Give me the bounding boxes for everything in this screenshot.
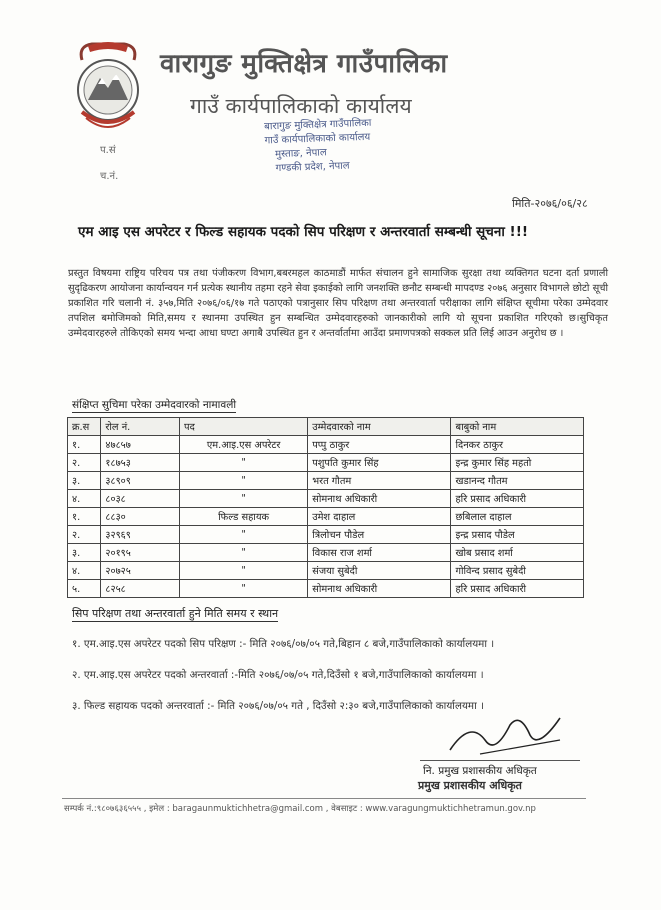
schedule-heading: सिप परिक्षण तथा अन्तरवार्ता हुने मिति समय र स्थान: [72, 607, 279, 620]
candidate-table: [67, 417, 584, 598]
schedule-item: १. एम.आइ.एस अपरेटर पदको सिप परिक्षण :- मिति २०७६/०७/०५ गते,बिहान ८ बजे,गाउँपालिकाको कार्यालयमा ।: [72, 638, 495, 650]
ps-label: प.सं: [100, 145, 116, 156]
cell-father: गोविन्द प्रसाद सुबेदी: [451, 562, 584, 580]
cell-candidate: सोमनाथ अधिकारी: [308, 490, 451, 508]
cell-sn: २.: [68, 526, 101, 544]
cell-roll: ८८३०: [101, 508, 180, 526]
cell-candidate: पप्पु ठाकुर: [308, 436, 451, 454]
cell-post: ": [180, 454, 308, 472]
cell-father: खडानन्द गौतम: [451, 472, 584, 490]
stamp-line-3: मुस्ताङ, नेपाल: [275, 147, 327, 161]
cell-father: इन्द्र कुमार सिंह महतो: [451, 454, 584, 472]
municipality-name: वारागुङ मुक्तिक्षेत्र गाउँपालिका: [160, 49, 448, 79]
cell-post: एम.आइ.एस अपरेटर: [180, 436, 308, 454]
signatory-designation: नि. प्रमुख प्रशासकीय अधिकृत: [423, 765, 537, 777]
cell-sn: १.: [68, 508, 101, 526]
cell-post: ": [180, 562, 308, 580]
stamp-line-2: गाउँ कार्यपालिकाको कार्यालय: [264, 131, 371, 147]
table-row: [68, 436, 584, 454]
table-header-row: [68, 418, 584, 436]
cell-roll: १८७५३: [101, 454, 180, 472]
stamp-line-1: बारागुङ मुक्तिक्षेत्र गाउँपालिका: [264, 117, 372, 133]
cell-father: खोब प्रसाद शर्मा: [451, 544, 584, 562]
cell-father: हरि प्रसाद अधिकारी: [451, 490, 584, 508]
signatory-stamp-designation: प्रमुख प्रशासकीय अधिकृत: [418, 779, 522, 792]
body-paragraph: प्रस्तुत विषयमा राष्ट्रिय परिचय पत्र तथा पंजीकरण विभाग,बबरमहल काठमाडौं मार्फत संचालन हुने सामाजिक सुरक्षा तथा व्यक्तिगत घटना दर्ता प्रणाली सुदृढिकरण आयोजना कार्यान्वयन गर्न प्रत्येक स्थानीय तहमा रहने सेवा इकाईको लागि जनशक्ति छनौट सम्बन्धी मापदण्ड २०७६ अनुसार विभागले छोटो सूची प्रकाशित गरि चलानी नं. ३५७,मिति २०७६/०६/१७ गते पठाएको पत्रानुसार सिप परिक्षण तथा अन्तरवार्ता परीक्षाका लागि संक्षिप्त सूचीमा परेका उम्मेदवार तपशिल बमोजिमको मिति,समय र स्थानमा उपस्थित हुन सम्बन्धित उम्मेदवारहरुको जानकारीको लागि यो सूचना प्रकाशित गरिएको छ।सुचिकृत उम्मेदवारहरुले तोकिएको समय भन्दा आधा घण्टा अगाबै उपस्थित हुन र अन्तर्वार्तामा आउँदा प्रमाणपत्रको सक्कल प्रति लिई आउन अनुरोध छ ।: [68, 268, 608, 339]
col-header-post: पद: [180, 418, 308, 436]
schedule-item: ३. फिल्ड सहायक पदको अन्तरवार्ता :- मिति २०७६/०७/०५ गते , दिउँसो २:३० बजे,गाउँपालिकाको कार्यालयमा ।: [72, 700, 484, 712]
cell-roll: ८०३८: [101, 490, 180, 508]
col-header-candidate: उम्मेदवारको नाम: [308, 418, 451, 436]
table-row: [68, 526, 584, 544]
table-row: [68, 508, 584, 526]
cell-father: दिनकर ठाकुर: [451, 436, 584, 454]
office-stamp: [264, 116, 406, 181]
cell-roll: ३२९६९: [101, 526, 180, 544]
cell-roll: २०१९५: [101, 544, 180, 562]
cell-post: ": [180, 472, 308, 490]
cell-roll: ३८९०९: [101, 472, 180, 490]
cell-post: ": [180, 580, 308, 598]
table-row: [68, 580, 584, 598]
table-row: [68, 562, 584, 580]
schedule-item: २. एम.आइ.एस अपरेटर पदको अन्तरवार्ता :-मिति २०७६/०७/०५ गते,दिउँसो १ बजे,गाउँपालिकाको कार्यालयमा ।: [72, 669, 484, 681]
cell-father: इन्द्र प्रसाद पौडेल: [451, 526, 584, 544]
cell-father: हरि प्रसाद अधिकारी: [451, 580, 584, 598]
cell-candidate: त्रिलोचन पौडेल: [308, 526, 451, 544]
table-row: [68, 544, 584, 562]
cell-roll: २०७२५: [101, 562, 180, 580]
cell-sn: ४.: [68, 562, 101, 580]
cell-sn: ४.: [68, 490, 101, 508]
cell-post: ": [180, 544, 308, 562]
col-header-sn: क्र.स: [68, 418, 101, 436]
table-row: [68, 454, 584, 472]
col-header-father: बाबुको नाम: [451, 418, 584, 436]
cell-post: ": [180, 490, 308, 508]
cell-candidate: सोमनाथ अधिकारी: [308, 580, 451, 598]
col-header-roll: रोल नं.: [101, 418, 180, 436]
footer-contact: सम्पर्क नं.:९८०७६३६५५५ , इमेल : baragaunmuktichhetra@gmail.com , वेबसाइट : www.varagungmuktichhetramun.gov.np: [64, 804, 536, 814]
cell-sn: ५.: [68, 580, 101, 598]
cell-sn: १.: [68, 436, 101, 454]
cn-label: च.नं.: [100, 171, 119, 182]
municipality-emblem-icon: [68, 40, 148, 136]
table-caption: संक्षिप्त सुचिमा परेका उम्मेदवारको नामावली: [72, 399, 237, 411]
cell-candidate: उमेश दाहाल: [308, 508, 451, 526]
notice-date: मिति-२०७६/०६/२८: [512, 197, 588, 210]
notice-subject: एम आइ एस अपरेटर र फिल्ड सहायक पदको सिप परिक्षण र अन्तरवार्ता सम्बन्धी सूचना !!!: [78, 224, 529, 240]
cell-candidate: पशुपति कुमार सिंह: [308, 454, 451, 472]
cell-candidate: भरत गौतम: [308, 472, 451, 490]
cell-father: छबिलाल दाहाल: [451, 508, 584, 526]
cell-post: ": [180, 526, 308, 544]
cell-sn: ३.: [68, 472, 101, 490]
table-row: [68, 490, 584, 508]
cell-roll: ८२५८: [101, 580, 180, 598]
cell-candidate: विकास राज शर्मा: [308, 544, 451, 562]
cell-candidate: संजया सुबेदी: [308, 562, 451, 580]
footer-divider: [62, 798, 586, 799]
signature-line: [420, 760, 580, 761]
cell-post: फिल्ड सहायक: [180, 508, 308, 526]
cell-sn: २.: [68, 454, 101, 472]
office-name: गाउँ कार्यपालिकाको कार्यालय: [190, 94, 412, 118]
cell-roll: ४७८५७: [101, 436, 180, 454]
stamp-line-4: गण्डकी प्रदेश, नेपाल: [275, 160, 350, 175]
signature-scribble-icon: [440, 710, 580, 760]
table-row: [68, 472, 584, 490]
cell-sn: ३.: [68, 544, 101, 562]
